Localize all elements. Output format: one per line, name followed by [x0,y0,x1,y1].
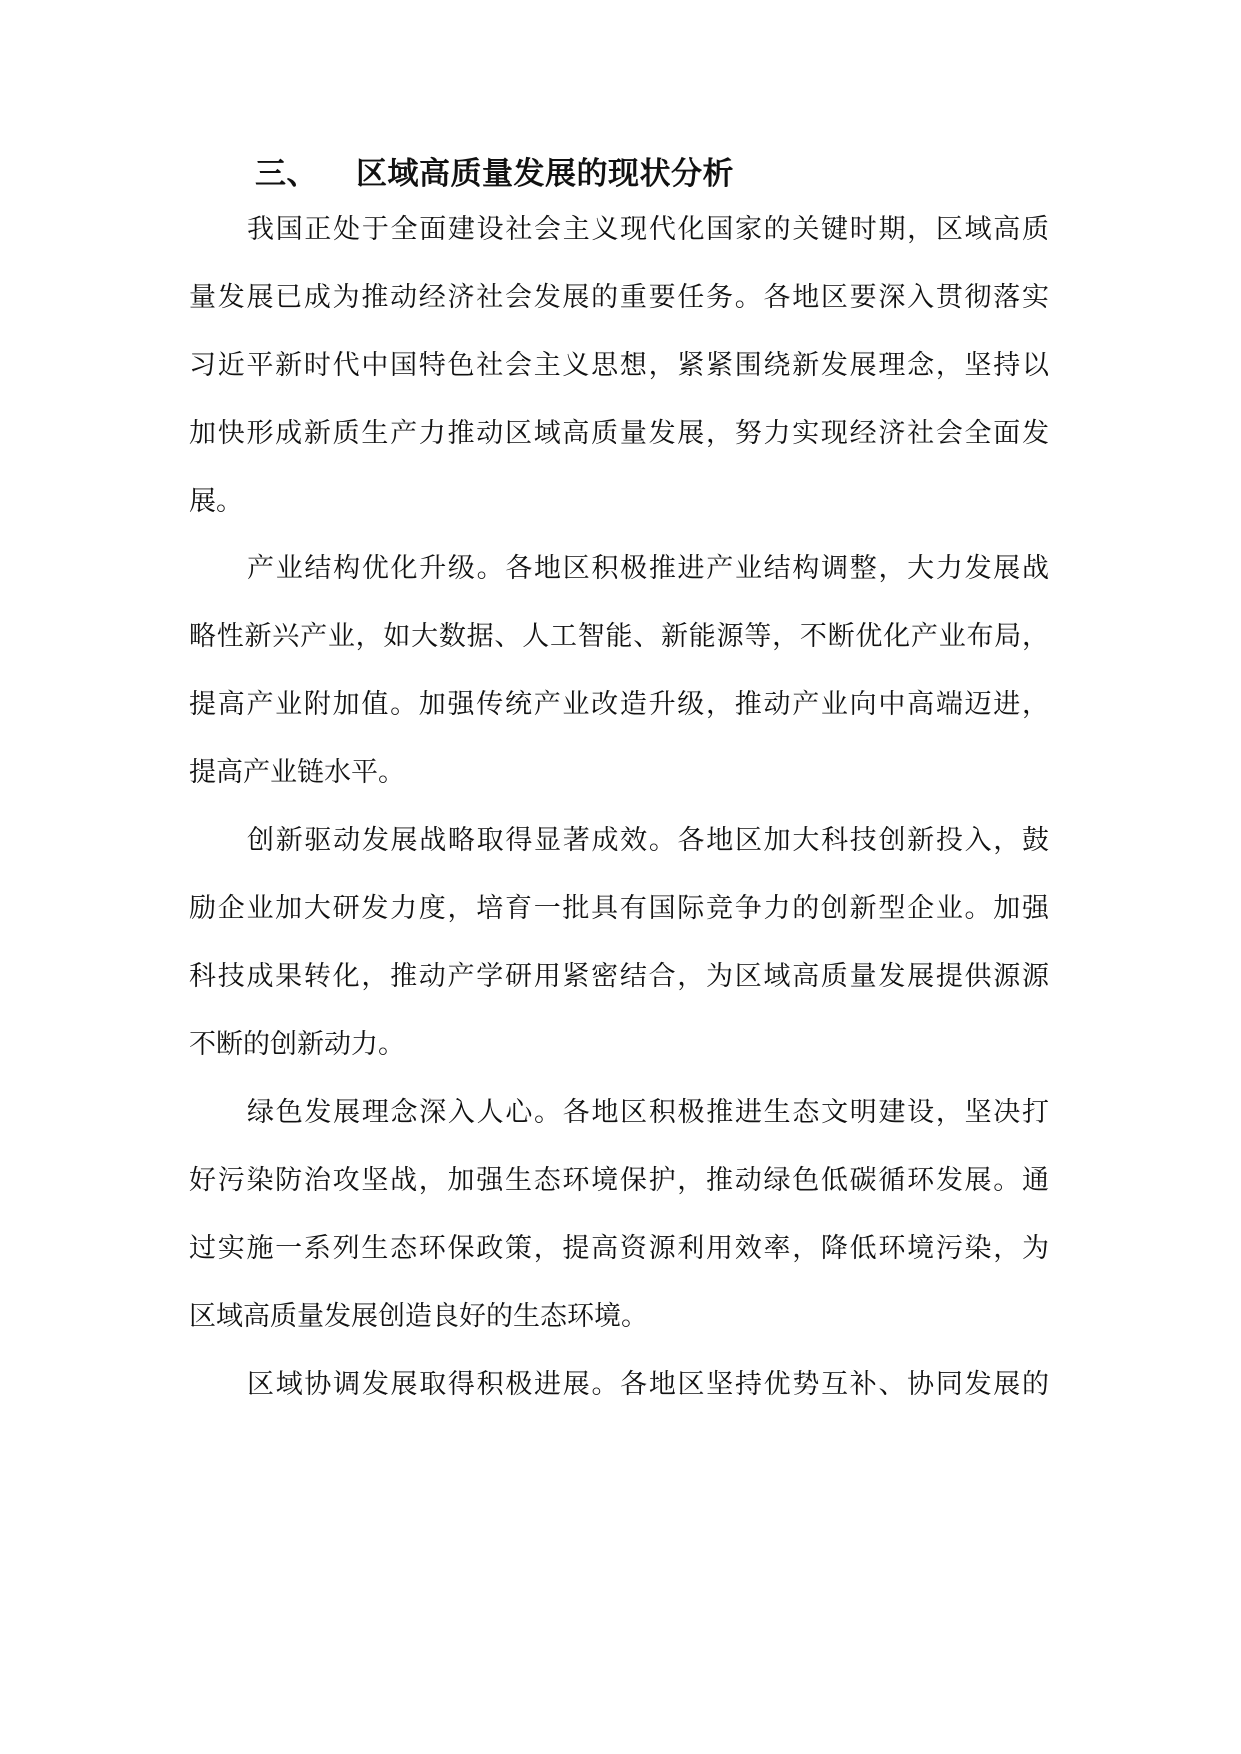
paragraph-line: 提高产业链水平。 [189,757,405,788]
paragraph-line: 不断的创新动力。 [189,1029,405,1060]
paragraph-line: 我国正处于全面建设社会主义现代化国家的关键时期，区域高质 [247,214,1049,245]
paragraph-line: 展。 [189,486,243,517]
paragraph-line: 量发展已成为推动经济社会发展的重要任务。各地区要深入贯彻落实 [189,282,1049,313]
section-number: 三、 [255,156,318,192]
paragraph-line: 略性新兴产业，如大数据、人工智能、新能源等，不断优化产业布局， [189,621,1049,652]
paragraph-line: 科技成果转化，推动产学研用紧密结合，为区域高质量发展提供源源 [189,961,1049,992]
paragraph-line: 产业结构优化升级。各地区积极推进产业结构调整，大力发展战 [247,553,1049,584]
paragraph-line: 区域协调发展取得积极进展。各地区坚持优势互补、协同发展的 [247,1369,1049,1400]
paragraph-line: 创新驱动发展战略取得显著成效。各地区加大科技创新投入，鼓 [247,825,1049,856]
paragraph-line: 好污染防治攻坚战，加强生态环境保护，推动绿色低碳循环发展。通 [189,1165,1049,1196]
paragraph-line: 提高产业附加值。加强传统产业改造升级，推动产业向中高端迈进， [189,689,1049,720]
paragraph-line: 励企业加大研发力度，培育一批具有国际竞争力的创新型企业。加强 [189,893,1049,924]
paragraph-line: 区域高质量发展创造良好的生态环境。 [189,1301,648,1332]
paragraph-line: 习近平新时代中国特色社会主义思想，紧紧围绕新发展理念，坚持以 [189,350,1049,381]
section-heading [255,148,734,200]
paragraph-line: 加快形成新质生产力推动区域高质量发展，努力实现经济社会全面发 [189,418,1049,449]
paragraph-line: 绿色发展理念深入人心。各地区积极推进生态文明建设，坚决打 [247,1097,1049,1128]
paragraph-line: 过实施一系列生态环保政策，提高资源利用效率，降低环境污染，为 [189,1233,1049,1264]
section-title: 区域高质量发展的现状分析 [356,156,734,192]
